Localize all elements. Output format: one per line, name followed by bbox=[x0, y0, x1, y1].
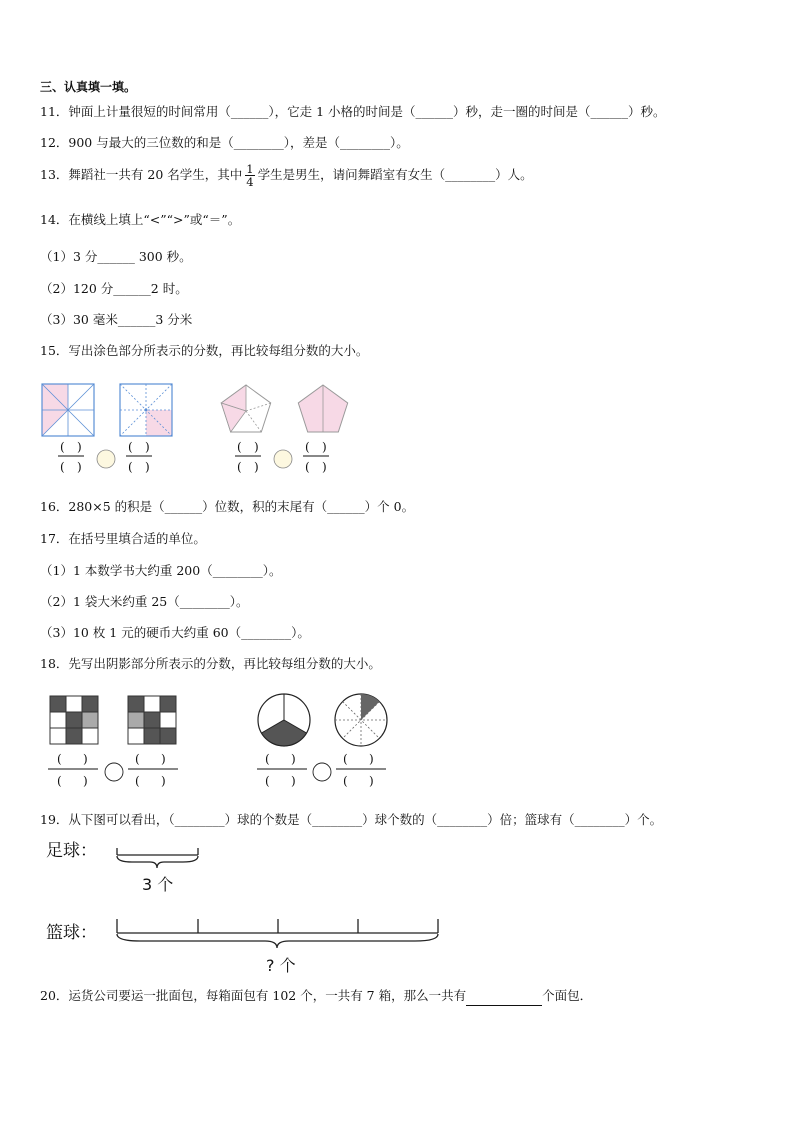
svg-text:): ) bbox=[254, 460, 259, 474]
question-12: 12．900 与最大的三位数的和是（________），差是（________）。 bbox=[40, 135, 409, 150]
svg-text:(: ( bbox=[265, 774, 270, 788]
basketball-label: 篮球： bbox=[46, 923, 97, 943]
svg-text:(: ( bbox=[128, 440, 133, 454]
question-15-stem: 15．写出涂色部分所表示的分数，再比较每组分数的大小。 bbox=[40, 343, 369, 358]
svg-text:(: ( bbox=[135, 774, 140, 788]
q14-item-1: （1）3 分______ 300 秒。 bbox=[40, 249, 192, 264]
svg-text:(: ( bbox=[237, 440, 242, 454]
svg-text:): ) bbox=[369, 752, 374, 766]
svg-text:(: ( bbox=[265, 752, 270, 766]
q15-pentagon-1 bbox=[221, 385, 270, 432]
svg-text:): ) bbox=[161, 752, 166, 766]
q17-item-3: （3）10 枚 1 元的硬币大约重 60（________）。 bbox=[40, 625, 310, 640]
svg-text:): ) bbox=[291, 774, 296, 788]
svg-text:(: ( bbox=[305, 440, 310, 454]
question-16: 16．280×5 的积是（______）位数，积的末尾有（______）个 0。 bbox=[40, 499, 415, 514]
q20-answer-blank[interactable] bbox=[466, 987, 542, 1006]
q17-item-2: （2）1 袋大米约重 25（________）。 bbox=[40, 594, 249, 609]
question-20 bbox=[40, 987, 592, 1006]
q15-square-1 bbox=[42, 384, 94, 436]
svg-text:): ) bbox=[161, 774, 166, 788]
q15-figures bbox=[0, 378, 794, 488]
q18-compare-circle-2 bbox=[313, 763, 331, 781]
svg-text:): ) bbox=[145, 460, 150, 474]
q18-grid-1 bbox=[50, 696, 98, 744]
svg-text:(: ( bbox=[237, 460, 242, 474]
q13-suffix: 学生是男生，请问舞蹈室有女生（________）人。 bbox=[257, 167, 533, 182]
svg-text:(: ( bbox=[128, 460, 133, 474]
svg-text:): ) bbox=[83, 774, 88, 788]
q19-line-diagram bbox=[0, 840, 794, 970]
section-title: 三、认真填一填。 bbox=[40, 80, 137, 94]
q13-numerator: 1 bbox=[246, 162, 254, 176]
q14-item-2: （2）120 分______2 时。 bbox=[40, 281, 188, 296]
question-19-stem: 19．从下图可以看出，（________）球的个数是（________）球个数的（________）倍；篮球有（________）个。 bbox=[40, 812, 663, 827]
q13-denominator: 4 bbox=[246, 175, 254, 189]
q18-circle-1 bbox=[258, 694, 310, 746]
svg-text:(: ( bbox=[57, 752, 62, 766]
svg-text:): ) bbox=[77, 440, 82, 454]
q15-compare-circle-1 bbox=[97, 450, 115, 468]
question-17-stem: 17．在括号里填合适的单位。 bbox=[40, 531, 206, 546]
svg-text:): ) bbox=[145, 440, 150, 454]
svg-text:): ) bbox=[369, 774, 374, 788]
svg-text:): ) bbox=[77, 460, 82, 474]
q20-text: 20．运货公司要运一批面包，每箱面包有 102 个，一共有 7 箱，那么一共有 bbox=[40, 988, 467, 1003]
basketball-count: ? 个 bbox=[266, 956, 296, 975]
q13-fraction bbox=[245, 163, 254, 188]
svg-text:(: ( bbox=[60, 460, 65, 474]
q18-grid-2 bbox=[128, 696, 176, 744]
football-count: 3 个 bbox=[142, 875, 174, 894]
q15-square-2 bbox=[120, 384, 172, 436]
q15-compare-circle-2 bbox=[274, 450, 292, 468]
question-14-stem: 14．在横线上填上“<”“>”或“＝”。 bbox=[40, 212, 241, 227]
question-11: 11．钟面上计量很短的时间常用（______），它走 1 小格的时间是（______）秒，走一圈的时间是（______）秒。 bbox=[40, 104, 666, 119]
question-18-stem: 18．先写出阴影部分所表示的分数，再比较每组分数的大小。 bbox=[40, 656, 381, 671]
svg-text:(: ( bbox=[343, 774, 348, 788]
q14-item-3: （3）30 毫米______3 分米 bbox=[40, 312, 193, 327]
q18-figures bbox=[0, 690, 794, 795]
svg-text:(: ( bbox=[135, 752, 140, 766]
q20-suffix: 个面包． bbox=[542, 988, 593, 1003]
svg-text:(: ( bbox=[305, 460, 310, 474]
svg-text:(: ( bbox=[343, 752, 348, 766]
football-label: 足球： bbox=[46, 841, 97, 861]
q18-compare-circle-1 bbox=[105, 763, 123, 781]
svg-text:): ) bbox=[291, 752, 296, 766]
svg-text:): ) bbox=[254, 440, 259, 454]
q15-blank-num-1: ( bbox=[60, 440, 65, 454]
svg-text:(: ( bbox=[57, 774, 62, 788]
svg-text:): ) bbox=[322, 440, 327, 454]
svg-text:): ) bbox=[83, 752, 88, 766]
q17-item-1: （1）1 本数学书大约重 200（________）。 bbox=[40, 563, 282, 578]
basketball-bar bbox=[117, 919, 438, 948]
svg-text:): ) bbox=[322, 460, 327, 474]
q18-circle-2 bbox=[335, 694, 387, 746]
question-13 bbox=[40, 163, 533, 188]
football-bar bbox=[117, 848, 198, 868]
q13-prefix: 13．舞蹈社一共有 20 名学生，其中 bbox=[40, 167, 243, 182]
q15-pentagon-2 bbox=[298, 385, 347, 432]
